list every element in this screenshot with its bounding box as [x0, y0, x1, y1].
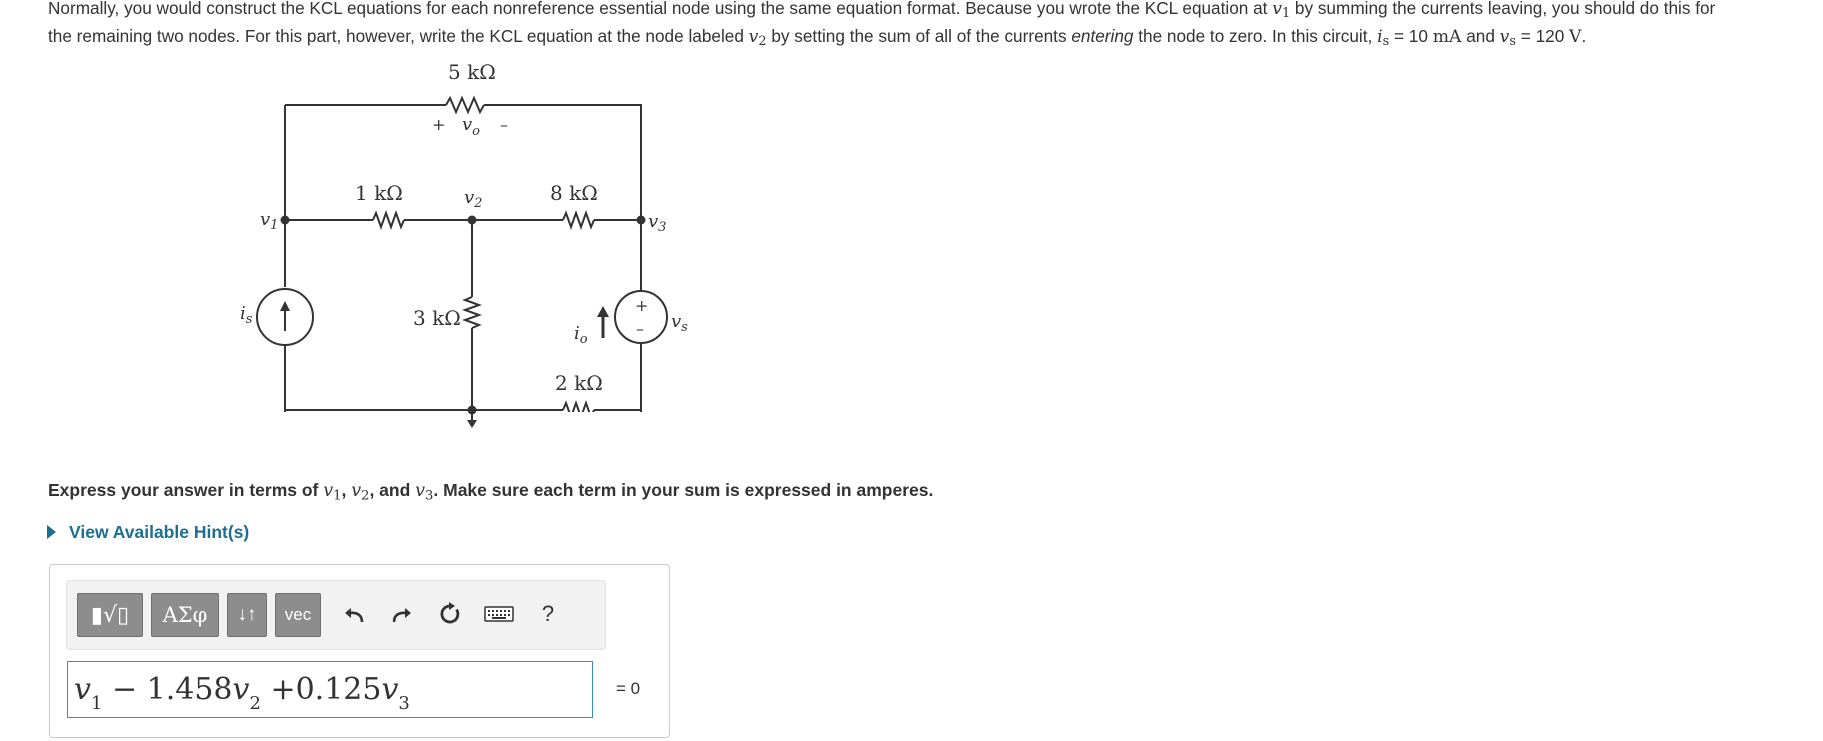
vector-button[interactable]: vec	[275, 593, 321, 637]
emphasis-entering: entering	[1071, 26, 1134, 47]
unit-ma: mA	[1432, 27, 1462, 48]
vo-minus: –	[500, 115, 508, 134]
label-io: $i_o$	[574, 323, 588, 347]
redo-icon[interactable]	[385, 597, 419, 631]
resistor-8k	[563, 213, 594, 227]
reset-icon[interactable]	[433, 597, 467, 631]
label-v3: $v_3$	[648, 211, 667, 235]
math-v1: $v_1$	[323, 481, 342, 504]
label-r2: 2 kΩ	[555, 371, 603, 395]
label-is: $i_s$	[240, 303, 253, 327]
vo-plus: +	[432, 115, 446, 134]
math-v3: $v_3$	[415, 481, 434, 504]
math-toolbar	[66, 580, 606, 650]
answer-panel	[49, 564, 670, 738]
templates-button[interactable]: ▮√▯	[77, 593, 143, 637]
unit-v: V	[1569, 27, 1582, 48]
problem-text: = 120	[1516, 26, 1570, 47]
label-v2: $v_2$	[464, 187, 483, 211]
label-vs: $v_s$	[671, 311, 688, 335]
problem-text: by summing the currents leaving, you should do this for	[1290, 0, 1716, 18]
answer-input[interactable]	[67, 661, 593, 718]
problem-line-2: the remaining two nodes. For this part, however, write the KCL equation at the node labeled $v_2$ by setting the sum of all of the currents entering the node to zero. In this circuit, $i_s = 10$ mA and $v_s = 120$ V.	[48, 26, 1587, 50]
greek-symbols-button[interactable]: ΑΣφ	[151, 593, 219, 637]
circuit-diagram	[210, 55, 730, 435]
problem-text: by setting the sum of all of the currents	[766, 26, 1072, 47]
label-r-top: 5 kΩ	[448, 60, 496, 84]
problem-text: and	[1461, 26, 1500, 47]
arrows-button[interactable]: ↓↑	[227, 593, 267, 637]
problem-text: the remaining two nodes. For this part, however, write the KCL equation at the node labeled	[48, 26, 749, 47]
node-v1	[281, 216, 290, 225]
problem-text: Normally, you would construct the KCL equations for each nonreference essential node using the same equation format. Because you wrote the KCL equation at	[48, 0, 1273, 18]
equation-rhs: = 0	[616, 679, 641, 698]
expand-triangle-icon	[47, 525, 56, 539]
resistor-1k	[373, 213, 404, 227]
problem-statement	[48, 0, 1823, 53]
label-r3: 3 kΩ	[413, 306, 461, 330]
problem-text: the node to zero. In this circuit,	[1133, 26, 1378, 47]
math-v1: $v_1$	[1272, 0, 1291, 22]
undo-icon[interactable]	[337, 597, 371, 631]
vo-symbol: $v_o$	[462, 114, 480, 139]
vs-minus: –	[636, 319, 644, 338]
answer-instructions: Express your answer in terms of $v_1$, $v_2$, and $v_3$. Make sure each term in your sum is expressed in amperes.	[48, 480, 934, 504]
label-r1: 1 kΩ	[355, 181, 403, 205]
resistor-5k	[446, 98, 484, 112]
keyboard-icon[interactable]	[479, 597, 519, 631]
math-v2: $v_2$	[748, 27, 767, 50]
problem-line-1	[48, 0, 1823, 25]
resistor-3k	[465, 297, 479, 328]
node-reference	[468, 406, 477, 415]
hint-label: View Available Hint(s)	[69, 522, 250, 542]
vs-plus: +	[635, 296, 649, 315]
node-v2	[468, 216, 477, 225]
label-v1: $v_1$	[260, 209, 279, 233]
help-button[interactable]: ?	[541, 601, 555, 626]
io-arrowhead-icon	[597, 306, 609, 317]
node-v3	[637, 216, 646, 225]
problem-text: = 10	[1389, 26, 1433, 47]
is-arrowhead-icon	[280, 301, 290, 311]
label-r8: 8 kΩ	[550, 181, 598, 205]
math-is: $i_s$	[1377, 27, 1390, 50]
math-vs: $v_s$	[1499, 27, 1516, 50]
view-hints-link[interactable]	[47, 522, 249, 543]
math-v2: $v_2$	[351, 481, 370, 504]
answer-expression: $v_1 - 1.458v_2 +0.125v_3$	[74, 672, 410, 714]
